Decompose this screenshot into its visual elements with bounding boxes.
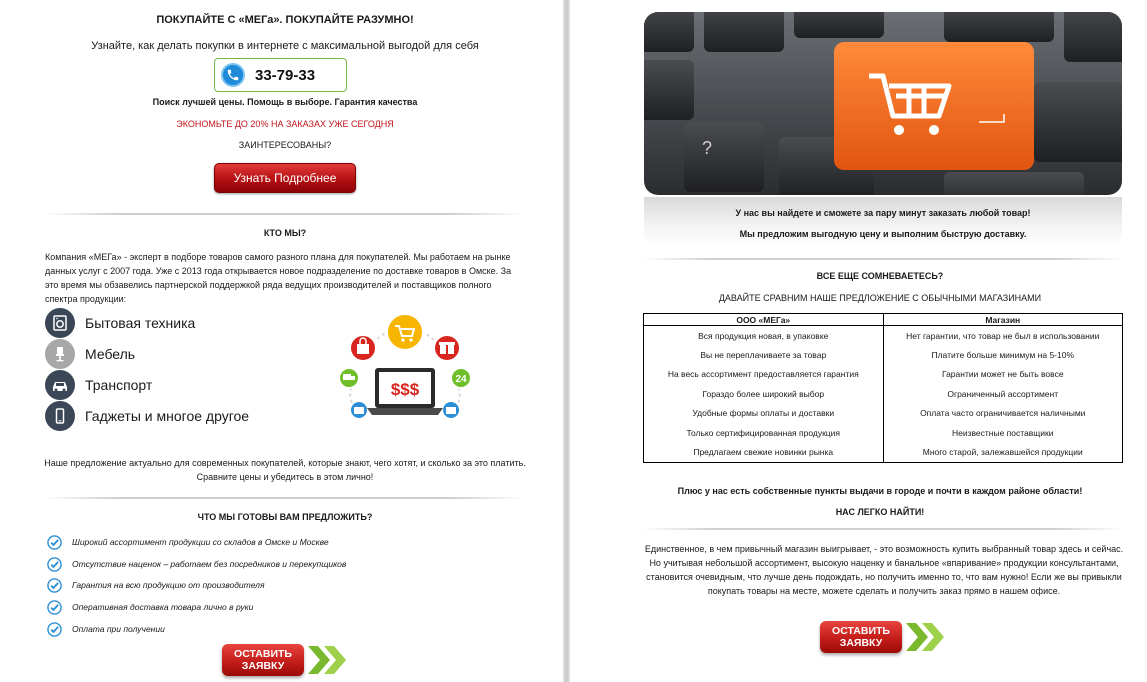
feature-label: Широкий ассортимент продукции со складов в Омске и Москве [72, 537, 329, 547]
best-price-line: Мы предложим выгодную цену и выполним быструю доставку. [739, 229, 1027, 239]
card-icon [350, 401, 368, 419]
feature-label: Оперативная доставка товара лично в руки [72, 602, 254, 612]
search-tagline: Поиск лучшей цены. Помощь в выборе. Гарантия качества [152, 97, 418, 107]
laptop-icon [367, 368, 443, 415]
shopping-bag-icon [350, 335, 376, 361]
store-comparison-text: Единственное, в чем привычный магазин выигрывает, - это возможность купить выбранный товар здесь и сейчас. Но учитывая небольшой ассортимент, высокую наценку и банальное «впаривание» продукции консультантами, становится очевидным, что лучше день подождать, но получить именно то, что вам нужно! Если же вы привыкли покупать товары на месте, можете сделать и получить заказ прямо в нашем офисе. [644, 544, 1124, 596]
svg-text:?: ? [702, 138, 713, 158]
table-cell: Много старой, залежавшейся продукции [883, 443, 1123, 463]
category-label: Транспорт [85, 377, 153, 393]
feature-label: Оплата при получении [72, 624, 165, 634]
table-cell: Ограниченный ассортимент [883, 384, 1123, 404]
phone-number: 33-79-33 [255, 66, 316, 84]
cta-line: ОСТАВИТЬ [832, 625, 890, 637]
cart-bubble-icon [387, 314, 423, 350]
cta-line: ОСТАВИТЬ [234, 648, 292, 660]
submit-request-button[interactable] [222, 644, 304, 676]
feature-item [47, 577, 265, 593]
image-reflection [644, 197, 1122, 247]
table-cell: Вся продукция новая, в упаковке [644, 326, 884, 346]
badge-24: 24 [455, 374, 467, 385]
checkmark-icon [47, 557, 62, 572]
table-cell: Вы не переплачиваете за товар [644, 345, 884, 365]
pickup-points-line: Плюс у нас есть собственные пункты выдачи в городе и почти в каждом районе области! [677, 486, 1083, 496]
who-heading: КТО МЫ? [263, 228, 307, 238]
table-row [644, 423, 1123, 443]
category-appliances [45, 308, 195, 338]
subheadline: Узнайте, как делать покупки в интернете с максимальной выгодой для себя [91, 40, 479, 52]
table-cell: Платите больше минимум на 5-10% [883, 345, 1123, 365]
offer-text: Наше предложение актуально для современных покупателей, которые знают, чего хотят, и сколько за это платить. Сравните цены и убедитесь в этом лично! [44, 458, 526, 482]
table-row [644, 384, 1123, 404]
ecommerce-illustration [335, 312, 475, 432]
table-cell: Предлагаем свежие новинки рынка [644, 443, 884, 463]
table-row [644, 326, 1123, 346]
table-row [644, 345, 1123, 365]
divider [642, 258, 1124, 260]
feature-item [47, 534, 329, 550]
car-icon [45, 370, 75, 400]
table-cell: Оплата часто ограничивается наличными [883, 404, 1123, 424]
compare-heading: ДАВАЙТЕ СРАВНИМ НАШЕ ПРЕДЛОЖЕНИЕ С ОБЫЧНЫМИ МАГАЗИНАМИ [718, 293, 1042, 303]
table-cell: Гораздо более широкий выбор [644, 384, 884, 404]
table-cell: Только сертифицированная продукция [644, 423, 884, 443]
24-hours-icon [451, 368, 471, 388]
checkmark-icon [47, 535, 62, 550]
left-page [0, 0, 563, 682]
phone-box[interactable] [214, 58, 347, 92]
divider [642, 528, 1124, 530]
submit-request-cta[interactable] [222, 644, 350, 676]
learn-more-button[interactable]: Узнать Подробнее [214, 163, 356, 193]
interested-question: ЗАИНТЕРЕСОВАНЫ? [238, 140, 332, 150]
keyboard-cart-image [644, 12, 1122, 195]
smartphone-icon [45, 401, 75, 431]
table-cell: На весь ассортимент предоставляется гарантия [644, 365, 884, 385]
feature-label: Гарантия на всю продукцию от производителя [72, 580, 265, 590]
table-row [644, 365, 1123, 385]
find-any-product-line: У нас вы найдете и сможете за пару минут заказать любой товар! [735, 208, 1031, 218]
table-header-row [644, 314, 1123, 326]
submit-request-cta[interactable] [820, 621, 948, 653]
divider [45, 497, 523, 499]
comparison-table [643, 313, 1123, 463]
doubt-heading: ВСЕ ЕЩЕ СОМНЕВАЕТЕСЬ? [816, 271, 944, 281]
table-cell: Гарантии может не быть вовсе [883, 365, 1123, 385]
double-arrow-icon [904, 621, 948, 653]
feature-item [47, 556, 346, 572]
about-text: Компания «МЕГа» - эксперт в подборе товаров самого разного плана для покупателей. Мы работаем на рынке данных услуг с 2007 года. Уже с 2013 года открывается новое подразделение по доставке товаров в Омске. За это время мы обзавелись партнерской поддержкой ряда ведущих производителей и поставщиков полного спектра продукции: [45, 252, 512, 304]
truck-icon [339, 368, 359, 388]
washing-machine-icon [45, 308, 75, 338]
feature-label: Отсутствие наценок – работаем без посредников и перекупщиков [72, 559, 347, 569]
right-page [570, 0, 1147, 682]
table-row [644, 404, 1123, 424]
divider [45, 213, 523, 215]
chair-icon [45, 339, 75, 369]
checkmark-icon [47, 600, 62, 615]
category-label: Мебель [85, 346, 136, 362]
feature-item [47, 599, 253, 615]
double-arrow-icon [306, 644, 350, 676]
category-label: Гаджеты и многое другое [85, 408, 250, 424]
easy-to-find-line: НАС ЛЕГКО НАЙТИ! [835, 507, 925, 517]
table-cell: Неизвестные поставщики [883, 423, 1123, 443]
page-gutter [563, 0, 570, 682]
table-cell: Нет гарантии, что товар не был в использовании [883, 326, 1123, 346]
table-cell: Удобные формы оплаты и доставки [644, 404, 884, 424]
main-headline: ПОКУПАЙТЕ С «МЕГа». ПОКУПАЙТЕ РАЗУМНО! [156, 14, 414, 26]
checkmark-icon [47, 578, 62, 593]
table-row [644, 443, 1123, 463]
category-transport [45, 370, 152, 400]
cta-line: ЗАЯВКУ [241, 660, 285, 672]
table-header: Магазин [883, 314, 1123, 326]
phone-icon [221, 63, 245, 87]
category-label: Бытовая техника [85, 315, 196, 331]
price-label: $$$ [390, 380, 420, 399]
savings-tagline: ЭКОНОМЬТЕ ДО 20% НА ЗАКАЗАХ УЖЕ СЕГОДНЯ [176, 119, 394, 129]
submit-request-button[interactable] [820, 621, 902, 653]
feature-item [47, 621, 165, 637]
mail-icon [442, 401, 460, 419]
checkmark-icon [47, 622, 62, 637]
category-furniture [45, 339, 135, 369]
what-heading: ЧТО МЫ ГОТОВЫ ВАМ ПРЕДЛОЖИТЬ? [197, 512, 373, 522]
gift-icon [434, 335, 460, 361]
cta-line: ЗАЯВКУ [839, 637, 883, 649]
category-gadgets [45, 401, 249, 431]
table-header: ООО «МЕГа» [644, 314, 884, 326]
